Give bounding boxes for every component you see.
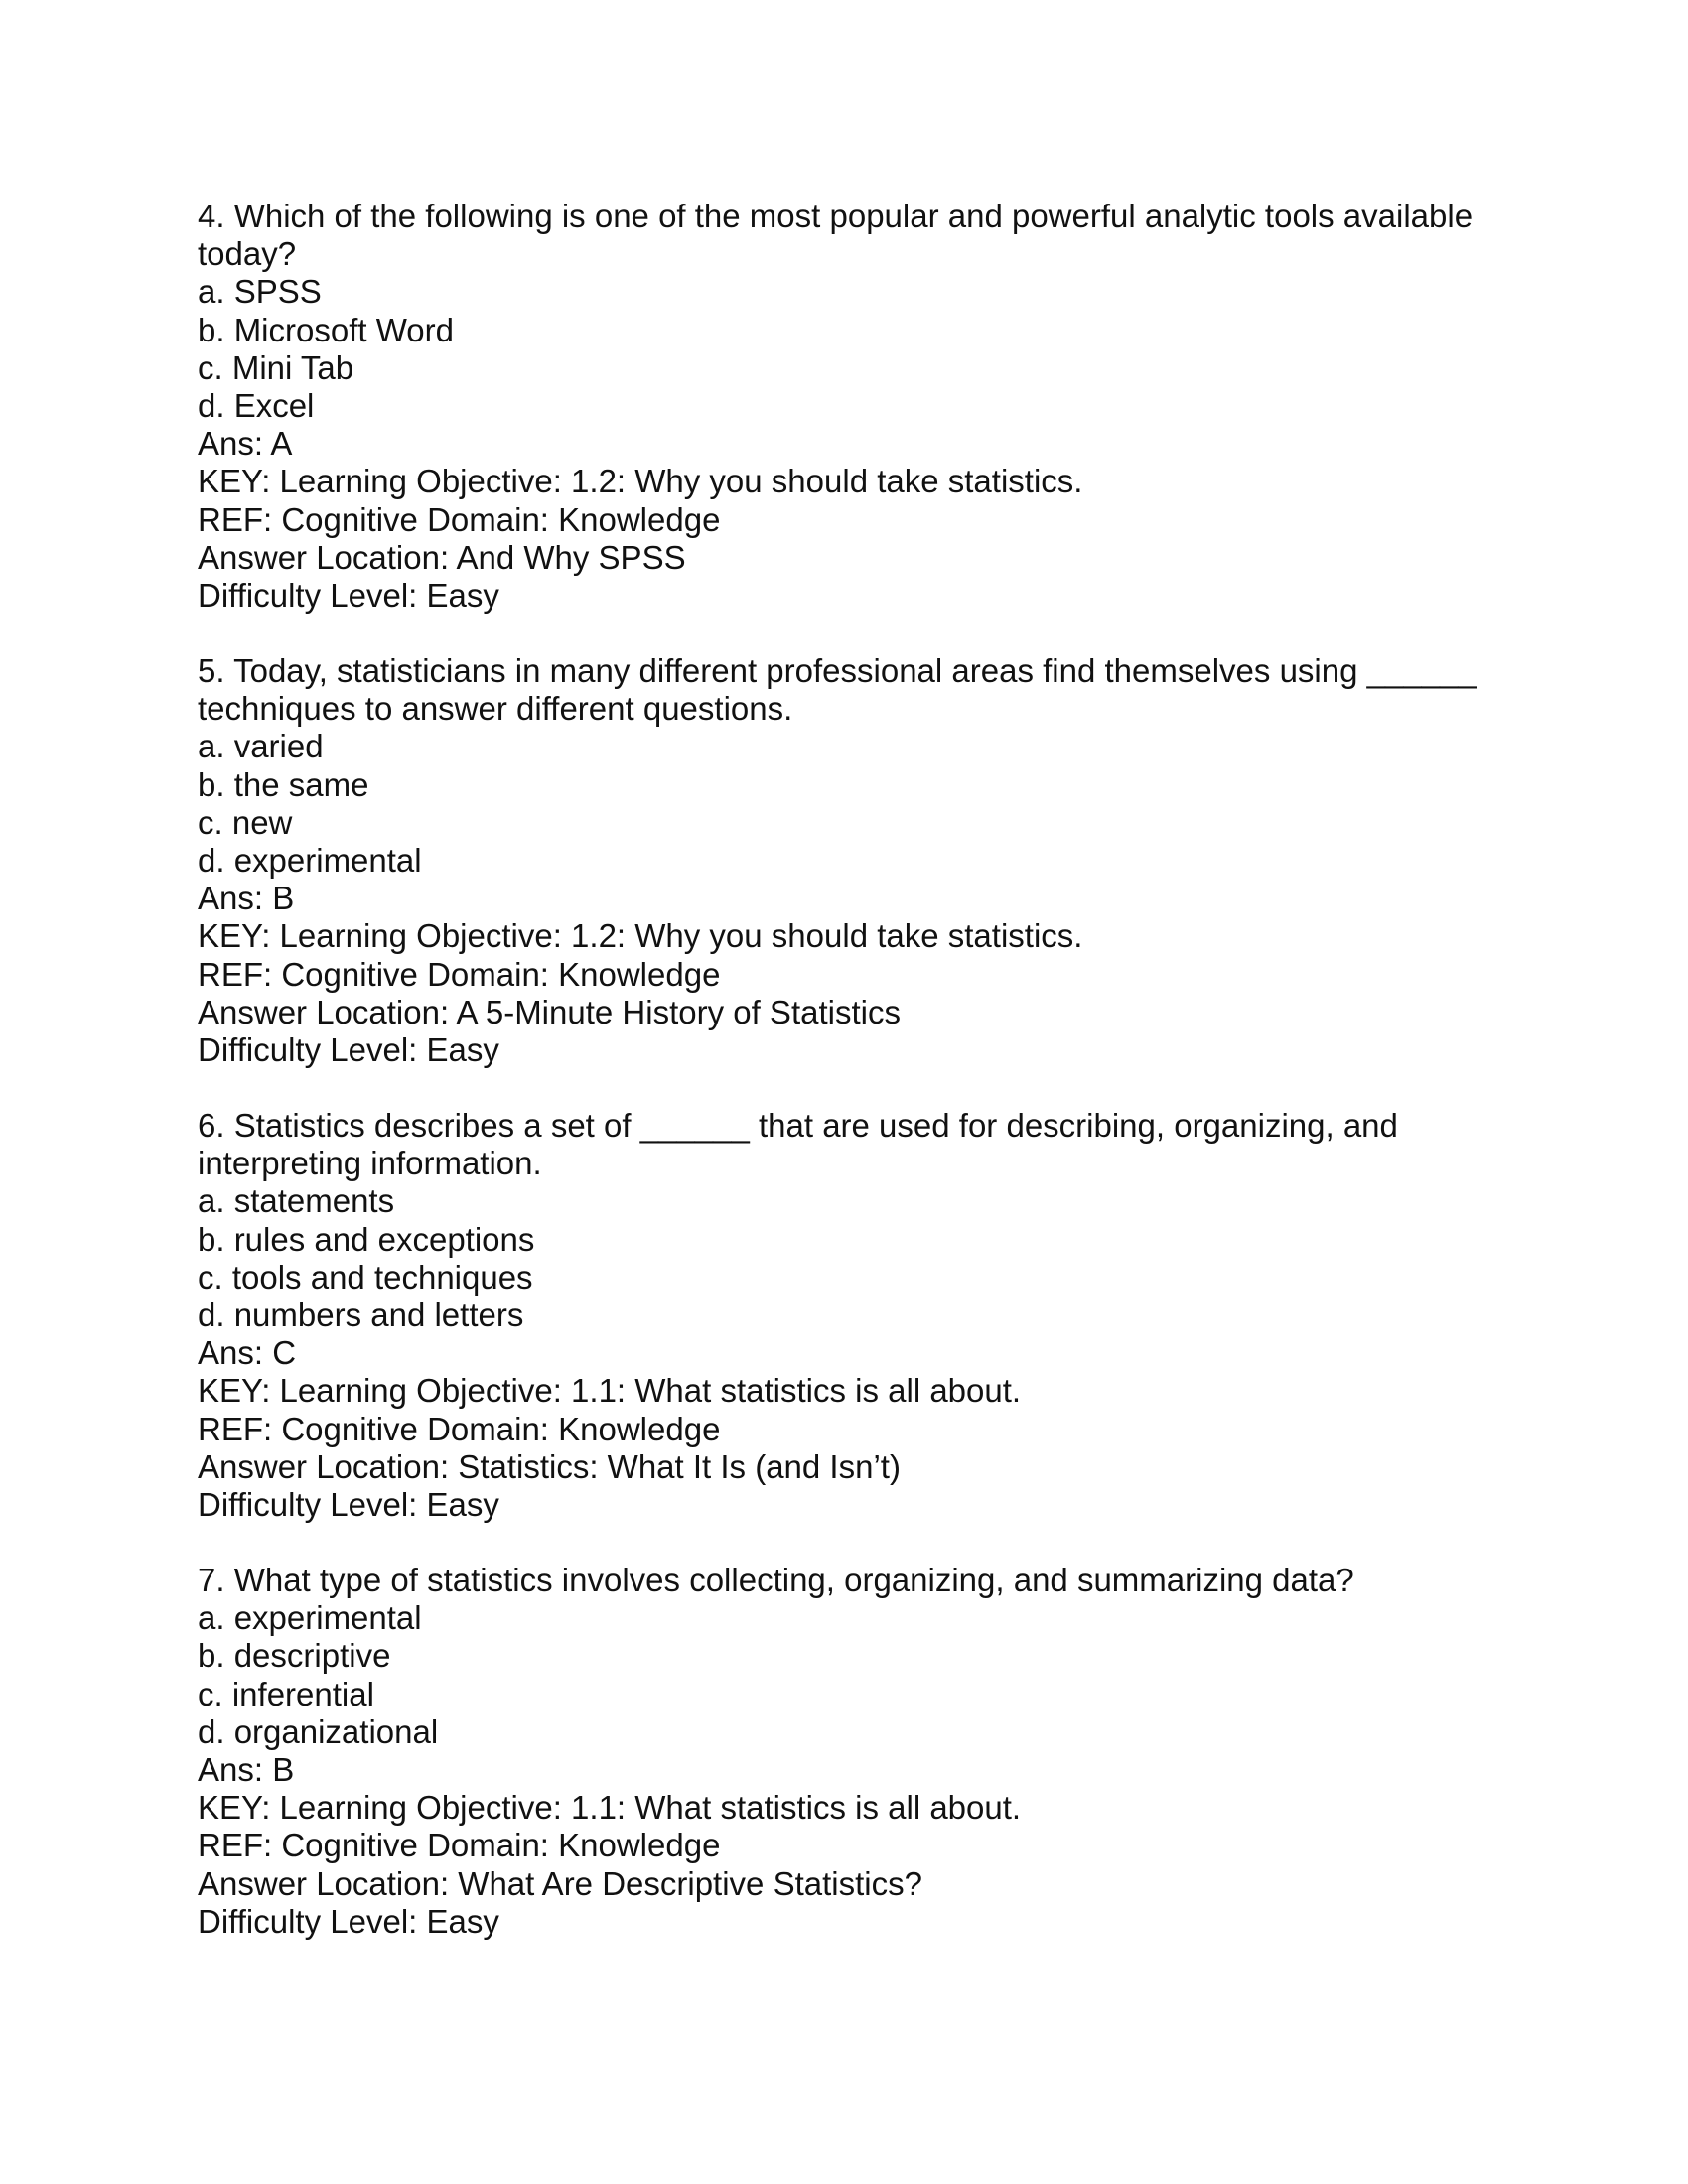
ref-cognitive-domain: REF: Cognitive Domain: Knowledge	[198, 1410, 721, 1447]
answer-location: Answer Location: Statistics: What It Is (and Isn’t)	[198, 1447, 901, 1485]
question-block	[198, 1107, 1528, 1524]
option-c: c. inferential	[198, 1675, 374, 1712]
key-learning-objective: KEY: Learning Objective: 1.1: What statistics is all about.	[198, 1789, 1022, 1827]
question-block	[198, 1562, 1528, 1941]
answer: Ans: B	[198, 880, 295, 917]
question-text: 6. Statistics describes a set of ______ that are used for describing, organizing, and interpreting information.	[198, 1107, 1398, 1182]
option-b: b. descriptive	[198, 1637, 391, 1675]
option-b: b. Microsoft Word	[198, 311, 454, 348]
ref-cognitive-domain: REF: Cognitive Domain: Knowledge	[198, 1827, 721, 1864]
answer-location: Answer Location: A 5-Minute History of Statistics	[198, 993, 901, 1030]
difficulty-level: Difficulty Level: Easy	[198, 577, 499, 614]
option-a: a. experimental	[198, 1599, 422, 1637]
option-c: c. tools and techniques	[198, 1258, 533, 1296]
answer: Ans: C	[198, 1334, 297, 1372]
question-block	[198, 652, 1528, 1069]
answer-location: Answer Location: What Are Descriptive Statistics?	[198, 1864, 922, 1902]
answer: Ans: A	[198, 425, 293, 463]
option-d: d. Excel	[198, 387, 315, 425]
question-text: 7. What type of statistics involves collecting, organizing, and summarizing data?	[198, 1562, 1354, 1598]
option-d: d. experimental	[198, 842, 422, 880]
difficulty-level: Difficulty Level: Easy	[198, 1902, 499, 1940]
option-c: c. new	[198, 803, 293, 841]
difficulty-level: Difficulty Level: Easy	[198, 1486, 499, 1524]
option-c: c. Mini Tab	[198, 348, 354, 386]
key-learning-objective: KEY: Learning Objective: 1.1: What statistics is all about.	[198, 1372, 1022, 1410]
question-block	[198, 198, 1528, 614]
question-text: 4. Which of the following is one of the most popular and powerful analytic tools available today?	[198, 198, 1474, 273]
ref-cognitive-domain: REF: Cognitive Domain: Knowledge	[198, 500, 721, 538]
option-b: b. rules and exceptions	[198, 1220, 535, 1258]
ref-cognitive-domain: REF: Cognitive Domain: Knowledge	[198, 955, 721, 993]
question-text: 5. Today, statisticians in many different professional areas find themselves using ______ techniques to answer different questions.	[198, 652, 1477, 728]
key-learning-objective: KEY: Learning Objective: 1.2: Why you should take statistics.	[198, 463, 1083, 500]
difficulty-level: Difficulty Level: Easy	[198, 1031, 499, 1069]
option-a: a. statements	[198, 1182, 395, 1220]
option-b: b. the same	[198, 765, 369, 803]
option-d: d. organizational	[198, 1712, 439, 1750]
option-a: a. SPSS	[198, 273, 322, 311]
option-a: a. varied	[198, 728, 324, 765]
key-learning-objective: KEY: Learning Objective: 1.2: Why you should take statistics.	[198, 917, 1083, 955]
answer-location: Answer Location: And Why SPSS	[198, 538, 686, 576]
option-d: d. numbers and letters	[198, 1297, 524, 1334]
answer: Ans: B	[198, 1751, 295, 1789]
